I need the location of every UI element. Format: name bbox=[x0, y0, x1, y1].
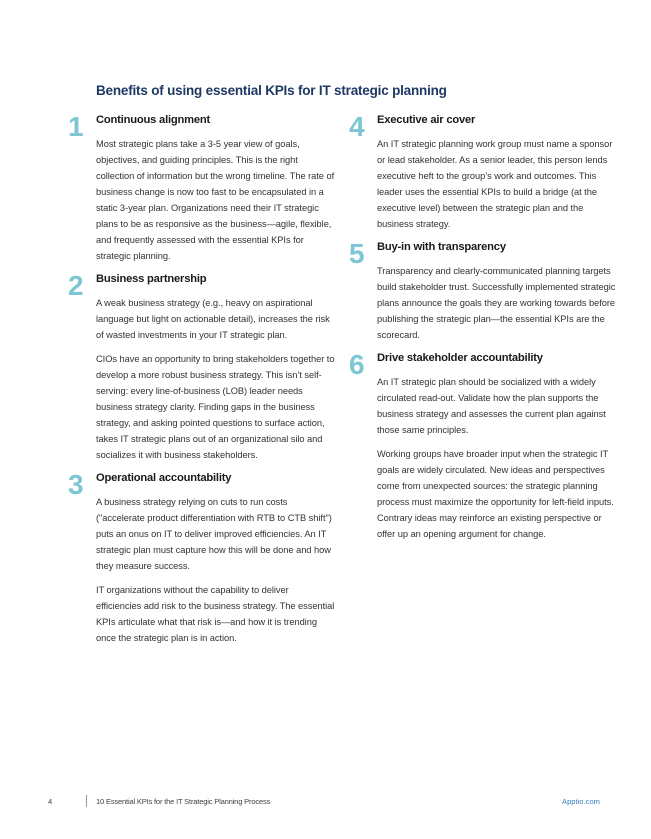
paragraph: An IT strategic planning work group must name a sponsor or lead stakeholder. As a senior leader, this person lends executive heft to the group’s work and outcomes. This leader uses the essential KPIs to build a bridge (at the executive level) between the strategic plan and the business strategy. bbox=[377, 139, 613, 229]
paragraph: A business strategy relying on cuts to run costs ("accelerate product differentiation with RTB to CTB shift") puts an onus on IT to deliver improved efficiencies. An IT strategic plan must capture how this will be done and how they measure success. bbox=[96, 497, 332, 571]
website-link[interactable]: Apptio.com bbox=[562, 797, 600, 806]
right-column bbox=[349, 111, 617, 550]
section-number: 6 bbox=[349, 349, 365, 380]
paragraph: Most strategic plans take a 3-5 year view of goals, objectives, and guiding principles. This is the right collection of information but the wrong timeline. The rate of business change is now too fast to be encapsulated in a static 3-year plan. Organizations need their IT strategic plans to be as responsive as the business—agile, flexible, and frequently assessed with the essential KPIs for strategic planning. bbox=[96, 139, 335, 261]
paragraph: A weak business strategy (e.g., heavy on aspirational language but light on actionable detail), increases the risk of wasted investments in your IT strategic plan. bbox=[96, 298, 330, 340]
paragraph: IT organizations without the capability to deliver efficiencies add risk to the business strategy. The essential KPIs articulate what that risk is—and how it is trending once the strategic plan is in action. bbox=[96, 585, 335, 643]
section-number: 3 bbox=[68, 469, 84, 500]
footer-divider bbox=[86, 795, 87, 807]
section-operational-accountability bbox=[68, 469, 336, 646]
section-business-partnership bbox=[68, 270, 336, 463]
paragraph: CIOs have an opportunity to bring stakeholders together to develop a more robust business strategy. This isn’t self-serving: every line-of-business (LOB) leader needs business strategy clarity. Finding gaps in the business strategy, and asking pointed questions to surface action, takes IT strategic plans out of an organizational silo and socializes it with business stakeholders. bbox=[96, 354, 335, 460]
section-title: Drive stakeholder accountability bbox=[377, 352, 543, 364]
section-number: 1 bbox=[68, 111, 84, 142]
section-title: Continuous alignment bbox=[96, 114, 211, 126]
section-number: 2 bbox=[68, 270, 84, 301]
section-number: 5 bbox=[349, 238, 365, 269]
document-title: 10 Essential KPIs for the IT Strategic Planning Process bbox=[96, 797, 271, 806]
section-buy-in-with-transparency bbox=[349, 238, 617, 343]
paragraph: Transparency and clearly-communicated planning targets build stakeholder trust. Successfully implemented strategic plans announce the goals they are working towards before publishing the strategic plan—the essential KPIs are the scorecard. bbox=[377, 266, 616, 340]
paragraph: An IT strategic plan should be socialized with a widely circulated read-out. Validate how the plan supports the business strategy and assesses the current plan against those same principles. bbox=[377, 377, 606, 435]
page-title: Benefits of using essential KPIs for IT strategic planning bbox=[96, 83, 447, 98]
section-number: 4 bbox=[349, 111, 365, 142]
section-drive-stakeholder-accountability bbox=[349, 349, 617, 542]
section-executive-air-cover bbox=[349, 111, 617, 232]
section-title: Executive air cover bbox=[377, 114, 476, 126]
page-number: 4 bbox=[48, 797, 53, 806]
section-title: Operational accountability bbox=[96, 472, 232, 484]
section-continuous-alignment bbox=[68, 111, 336, 264]
left-column bbox=[68, 111, 336, 654]
paragraph: Working groups have broader input when the strategic IT goals are widely circulated. New ideas and perspectives come from unexpected sources: the strategic planning process must maximize the opportunity for left-field inputs. Contrary ideas may reinforce an existing perspective or offer up an opening argument for change. bbox=[377, 449, 614, 539]
section-title: Buy-in with transparency bbox=[377, 241, 506, 253]
section-title: Business partnership bbox=[96, 273, 207, 285]
